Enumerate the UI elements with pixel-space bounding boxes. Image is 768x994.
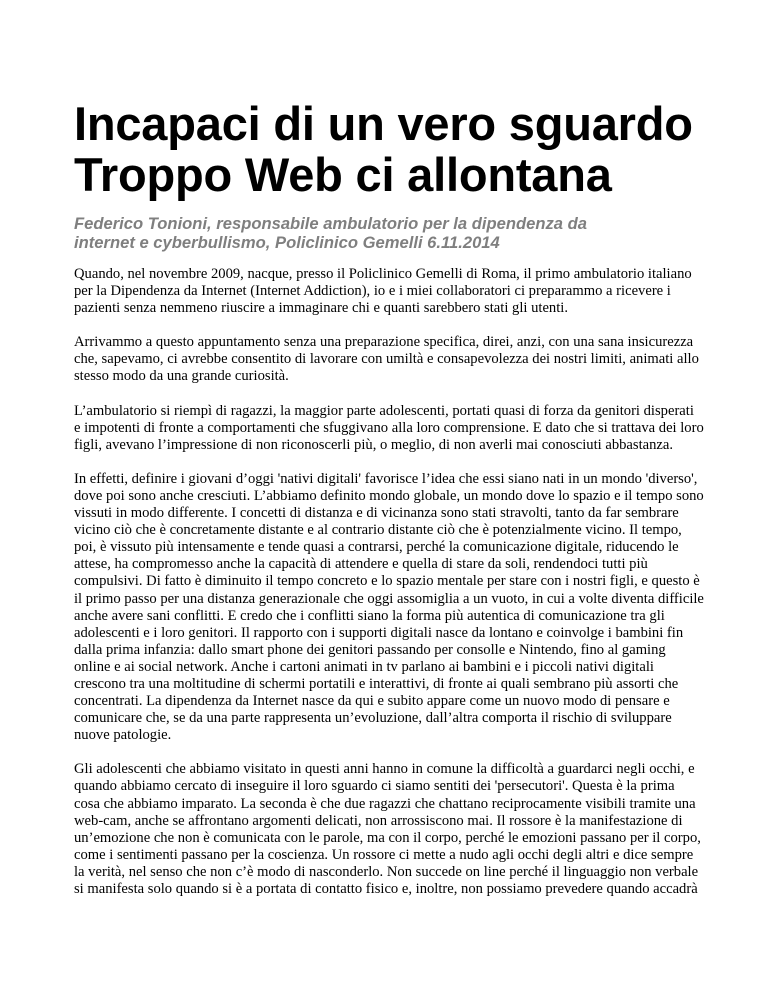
paragraph-5: Gli adolescenti che abbiamo visitato in questi anni hanno in comune la difficoltà a guardarci negli occhi, e quando abbiamo cercato di inseguire il loro sguardo ci siamo sentiti dei 'persecutori'. Questa è la prima cosa che abbiamo imparato. La seconda è che due ragazzi che chattano reciprocamente visibili tramite una web-cam, anche se affrontano argomenti delicati, non arrossiscono mai. Il rossore è la manifestazione di un’emozione che non è comunicata con le parole, ma con il corpo, perché le emozioni passano per il corpo, come i sentimenti passano per la coscienza. Un rossore ci mette a nudo agli occhi degli altri e dice sempre la verità, nel senso che non c’è modo di nasconderlo. Non succede on line perché il linguaggio non verbale si manifesta solo quando si è a portata di contatto fisico e, inoltre, non possiamo prevedere quando accadrà	[74, 761, 701, 897]
article-byline	[74, 214, 704, 252]
paragraph-4: In effetti, definire i giovani d’oggi 'nativi digitali' favorisce l’idea che essi siano nati in un mondo 'diverso', dove poi sono anche cresciuti. L’abbiamo definito mondo globale, un mondo dove lo spazio e il tempo sono vissuti in modo differente. I concetti di distanza e di vicinanza sono stati stravolti, tanto da far sembrare vicino ciò che è concretamente distante e al contrario distante ciò che è potenzialmente vicino. Il tempo, poi, è vissuto più intensamente e tende quasi a contrarsi, perché la comunicazione digitale, riducendo le attese, ha compromesso anche la capacità di attendere e quella di stare da soli, rendendoci tutti più compulsivi. Di fatto è diminuito il tempo concreto e lo spazio mentale per stare con i nostri figli, e questo è il primo passo per una distanza generazionale che oggi assomiglia a un vuoto, in cui a volte diventa difficile anche avere sani conflitti. E credo che i conflitti siano la forma più autentica di comunicazione tra gli adolescenti e i loro genitori. Il rapporto con i supporti digitali nasce da lontano e coinvolge i bambini fin dalla prima infanzia: dallo smart phone dei genitori passando per consolle e Nintendo, fino al gaming online e ai social network. Anche i cartoni animati in tv parlano ai bambini e i piccoli nativi digitali crescono tra una moltitudine di schermi portatili e interattivi, di fronte ai quali sembrano più assorti che concentrati. La dipendenza da Internet nasce da qui e subito appare come un nuovo modo di pensare e comunicare che, se da una parte rappresenta un’evoluzione, dall’altra comporta il rischio di sviluppare nuove patologie.	[74, 470, 704, 744]
byline-line-2: internet e cyberbullismo, Policlinico Gemelli 6.11.2014	[74, 233, 500, 252]
paragraph-2: Arrivammo a questo appuntamento senza una preparazione specifica, direi, anzi, con una sana insicurezza che, sapevamo, ci avrebbe consentito di lavorare con umiltà e consapevolezza dei nostri limiti, animati allo stesso modo da una grande curiosità.	[74, 334, 699, 385]
title-line-1: Incapaci di un vero sguardo	[74, 97, 693, 150]
paragraph-1: Quando, nel novembre 2009, nacque, presso il Policlinico Gemelli di Roma, il primo ambulatorio italiano per la Dipendenza da Internet (Internet Addiction), io e i miei collaboratori ci preparammo a ricevere i pazienti senza nemmeno riuscire a immaginare chi e quanti sarebbero stati gli utenti.	[74, 266, 692, 317]
article	[74, 98, 704, 898]
article-title	[74, 98, 704, 200]
title-line-2: Troppo Web ci allontana	[74, 148, 612, 201]
byline-line-1: Federico Tonioni, responsabile ambulatorio per la dipendenza da	[74, 214, 587, 233]
paragraph-3: L’ambulatorio si riempì di ragazzi, la maggior parte adolescenti, portati quasi di forza da genitori disperati e impotenti di fronte a comportamenti che sfuggivano alla loro comprensione. E dato che si trattava dei loro figli, avevano l’impressione di non riconoscerli più, o meglio, di non averli mai conosciuti abbastanza.	[74, 402, 704, 453]
